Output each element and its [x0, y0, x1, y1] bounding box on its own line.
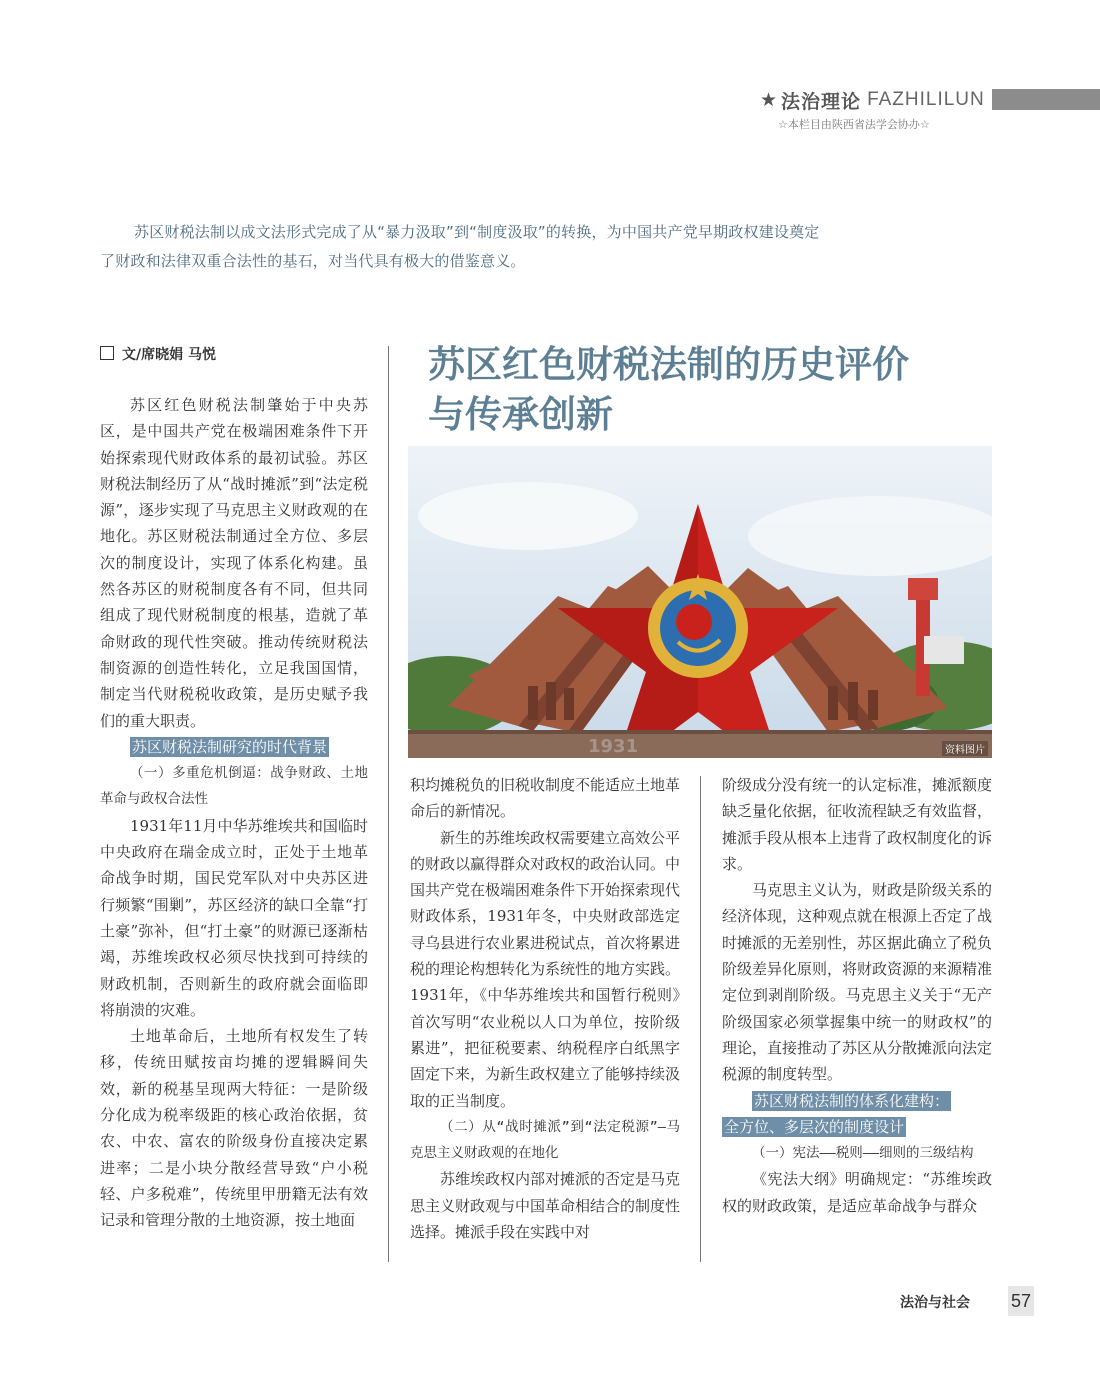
paragraph: 马克思主义认为，财政是阶级关系的经济体现，这种观点就在根源上否定了战时摊派的无差别性，苏区据此确立了税负阶级差异化原则，将财政资源的来源精准定位到剥削阶级。马克思主义关于“无产阶级国家必须掌握集中统一的财政权”的理论，直接推动了苏区从分散摊派向法定税源的制度转型。	[722, 881, 993, 1084]
column-header	[760, 88, 985, 112]
title-line: 苏区红色财税法制的历史评价	[428, 343, 909, 386]
author-byline	[100, 344, 216, 364]
subsection-heading: （二）从“战时摊派”到“法定税源”—马克思主义财政观的在地化	[410, 1118, 680, 1162]
article-abstract: 苏区财税法制以成文法形式完成了从“暴力汲取”到“制度汲取”的转换，为中国共产党早期政权建设奠定了财政和法律双重合法性的基石，对当代具有极大的借鉴意义。	[100, 223, 820, 270]
text-column-2	[410, 772, 680, 1245]
paragraph: 新生的苏维埃政权需要建立高效公平的财政以赢得群众对政权的政治认同。中国共产党在极端困难条件下开始探索现代财政体系，1931年冬，中央财政部选定寻乌县进行农业累进税试点，首次将累进税的理论构想转化为系统性的地方实践。1931年，《中华苏维埃共和国暂行税则》首次写明“农业税以人口为单位，按阶级累进”，把征税要素、纳税程序白纸黑字固定下来，为新生政权建立了能够持续汲取的正当制度。	[410, 828, 681, 1110]
subsection-heading: （一）多重危机倒逼：战争财政、土地革命与政权合法性	[100, 765, 368, 808]
paragraph: 苏区红色财税法制肇始于中央苏区，是中国共产党在极端困难条件下开始探索现代财政体系的最初试验。苏区财税法制经历了从“战时摊派”到“法定税源”，逐步实现了马克思主义财政观的在地化。苏区财税法制通过全方位、多层次的制度设计，实现了体系化构建。虽然各苏区的财税制度各有不同，但共同组成了现代财税制度的根基，造就了革命财政的现代性突破。推动传统财税法制资源的创造性转化，立足我国国情，制定当代财税税收政策，是历史赋予我们的重大职责。	[100, 396, 368, 730]
text-column-1	[100, 392, 368, 1234]
paragraph: 1931年11月中华苏维埃共和国临时中央政府在瑞金成立时，正处于土地革命战争时期，国民党军队对中央苏区进行频繁“围剿”，苏区经济的缺口全靠“打土豪”弥补，但“打土豪”的财源已逐渐枯竭，苏维埃政权必须尽快找到可持续的财政机制，否则新生的政府就会面临即将崩溃的灾难。	[100, 816, 368, 1019]
page-number: 57	[1008, 1286, 1034, 1316]
paragraph: 阶级成分没有统一的认定标准，摊派额度缺乏量化依据，征收流程缺乏有效监督，摊派手段从根本上违背了政权制度化的诉求。	[722, 776, 993, 873]
text-column-3	[722, 772, 992, 1219]
section-name-pinyin: FAZHILILUN	[867, 89, 985, 110]
magazine-name: 法治与社会	[900, 1295, 970, 1311]
star-icon: ★	[760, 89, 778, 111]
article-title	[428, 340, 988, 440]
subsection-heading: （一）宪法——税则——细则的三级结构	[752, 1145, 974, 1162]
monument-year-label: 1931	[588, 736, 639, 757]
paragraph: 《宪法大纲》明确规定：“苏维埃政权的财政政策，是适应革命战争与群众	[722, 1170, 992, 1215]
article-photo	[408, 446, 992, 758]
column-divider	[388, 346, 389, 1262]
checkbox-icon	[100, 346, 114, 360]
paragraph: 苏维埃政权内部对摊派的否定是马克思主义财政观与中国革命相结合的制度性选择。摊派手段在实践中对	[410, 1170, 681, 1242]
section-heading-continued: 全方位、多层次的制度设计	[724, 1117, 905, 1136]
paragraph: 积均摊税负的旧税收制度不能适应土地革命后的新情况。	[410, 776, 681, 821]
section-name: 法治理论	[781, 90, 862, 113]
paragraph: 土地革命后，土地所有权发生了转移，传统田赋按亩均摊的逻辑瞬间失效，新的税基呈现两大特征：一是阶级分化成为税率级距的核心政治依据，贫农、中农、富农的阶级身份直接决定累进率；二是小块分散经营导致“户小税轻、户多税难”，传统里甲册籍无法有效记录和管理分散的土地资源，按土地面	[100, 1027, 368, 1230]
monument-illustration	[408, 446, 992, 758]
author-names: 文/席晓娟 马悦	[122, 347, 216, 363]
header-bar	[992, 89, 1100, 110]
photo-credit: 资料图片	[942, 741, 988, 756]
section-heading: 苏区财税法制研究的时代背景	[132, 737, 328, 756]
column-sponsor-note: ☆本栏目由陕西省法学会协办☆	[778, 118, 930, 131]
title-line: 与传承创新	[428, 393, 613, 436]
section-heading: 苏区财税法制的体系化建构：	[754, 1091, 950, 1110]
column-divider	[700, 776, 701, 1262]
